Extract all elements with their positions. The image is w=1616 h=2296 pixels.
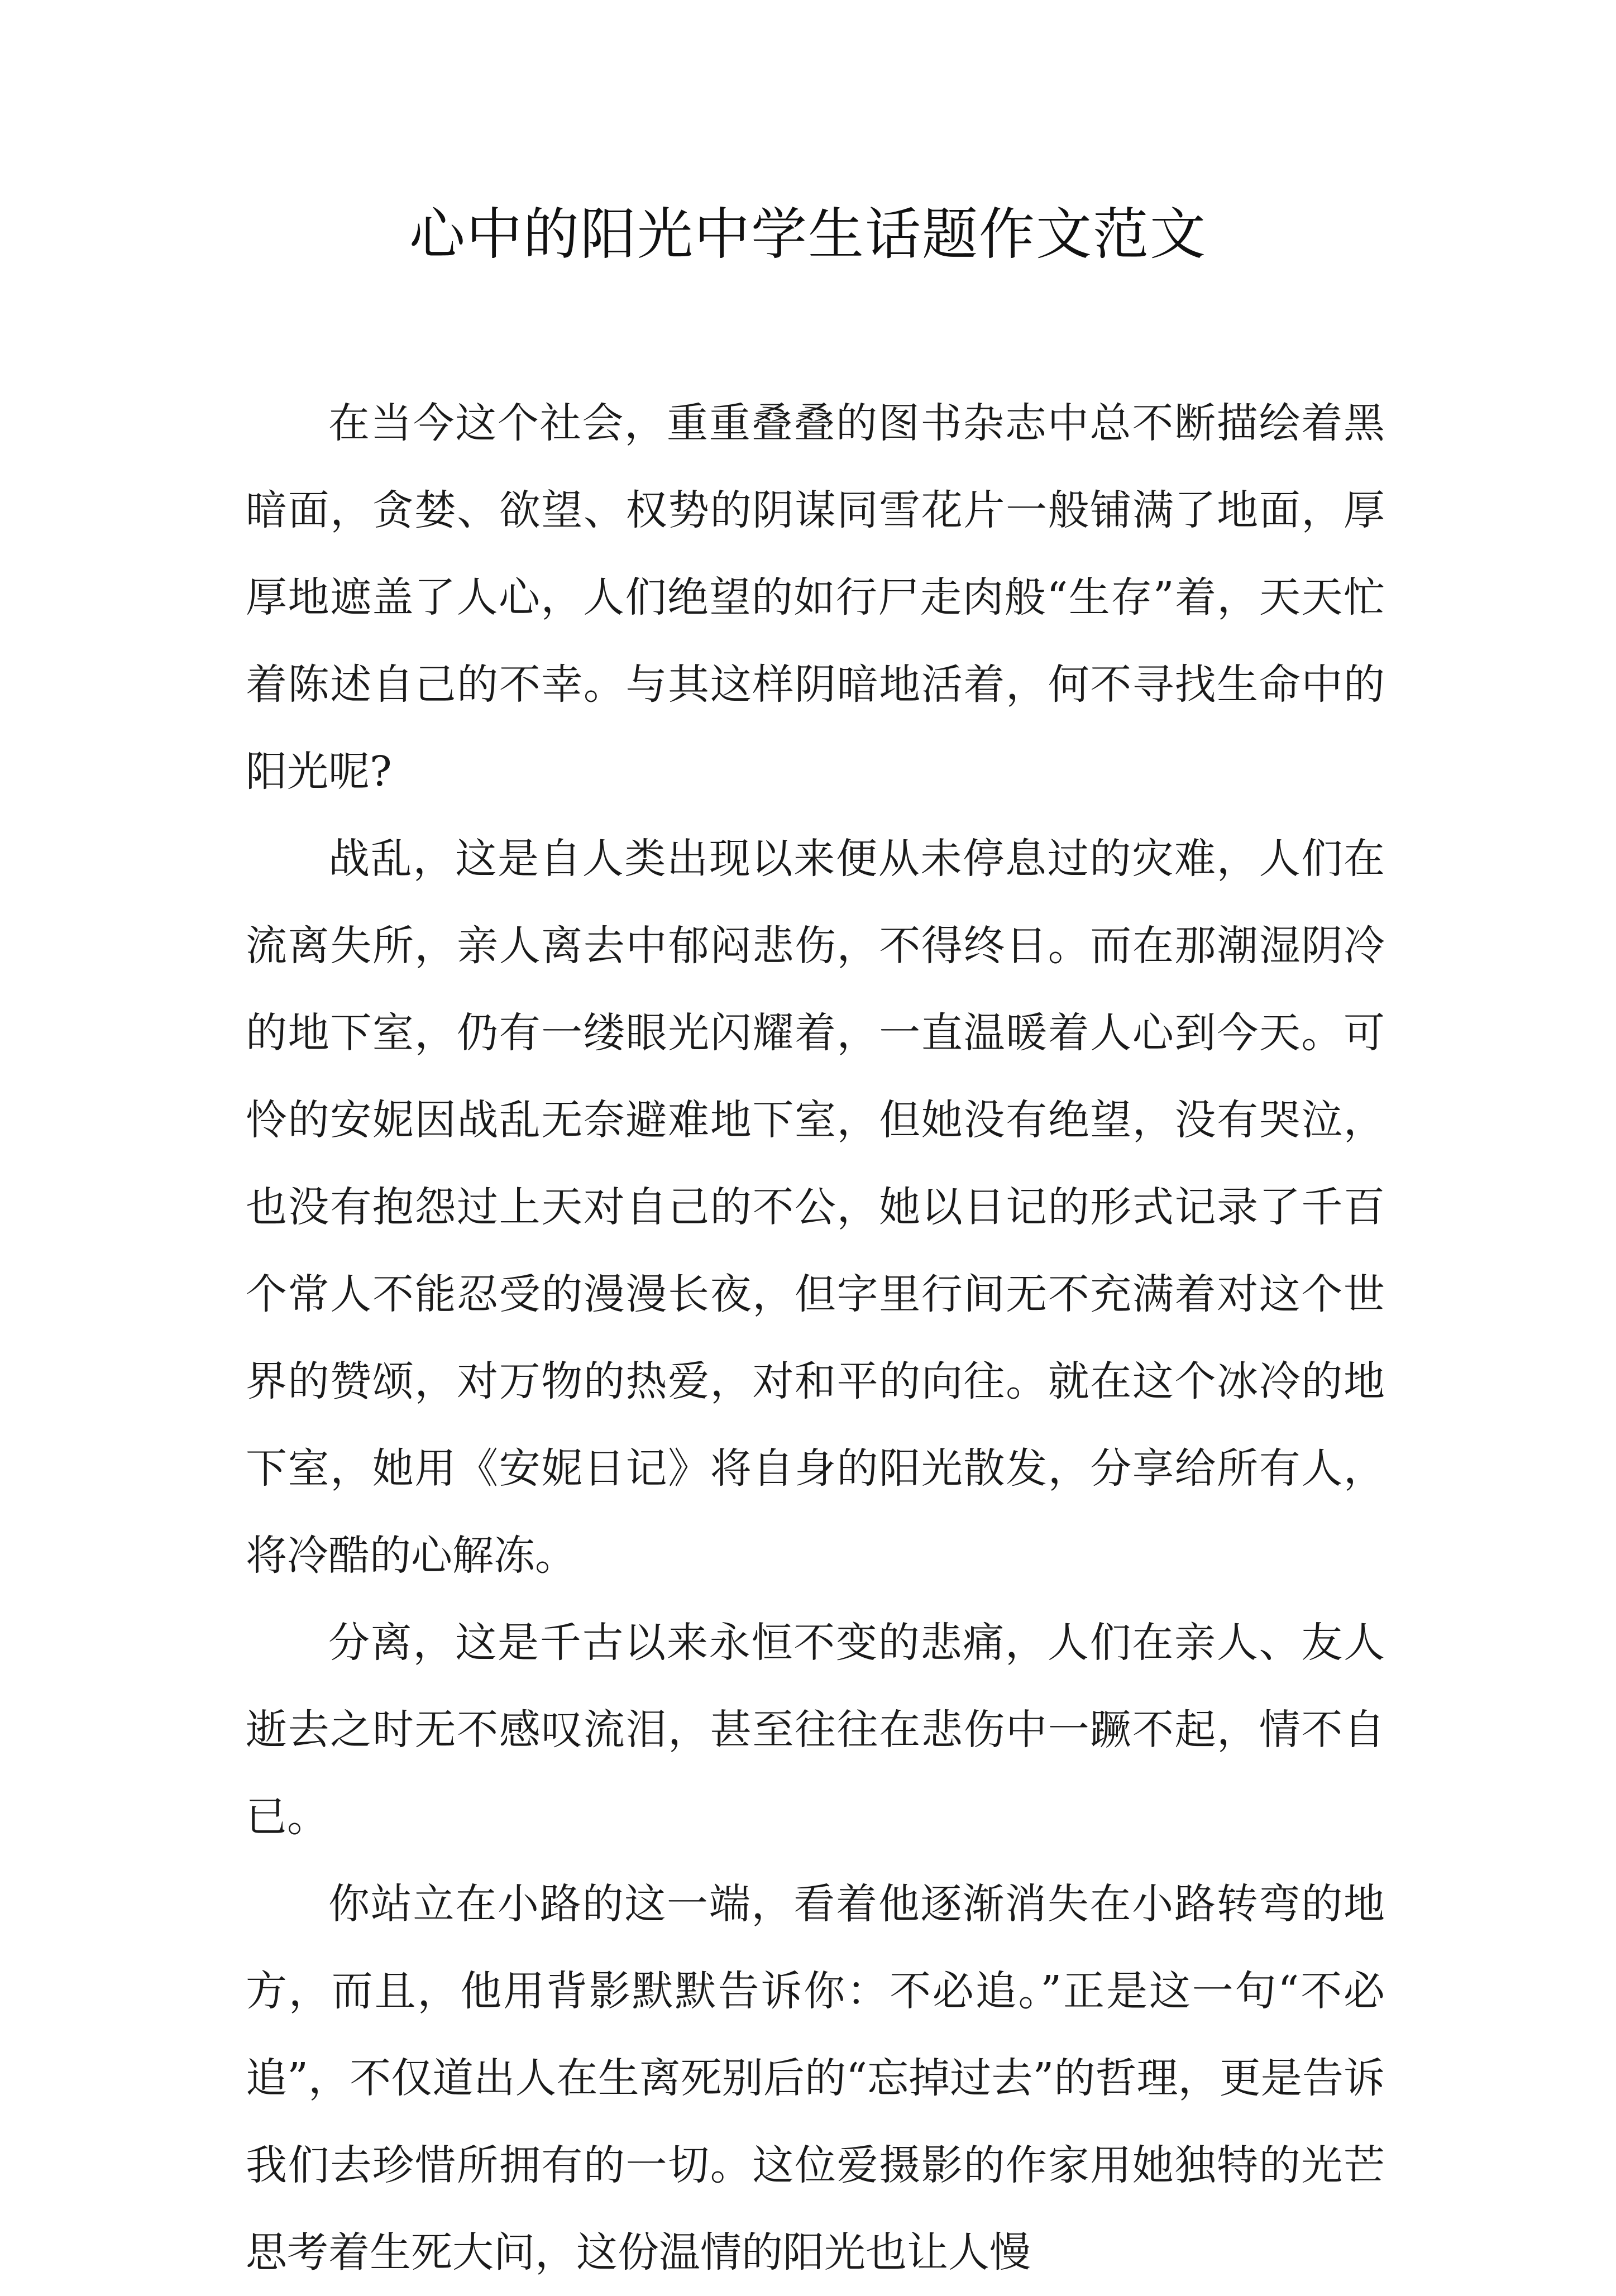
paragraph-3: 分离，这是千古以来永恒不变的悲痛，人们在亲人、友人逝去之时无不感叹流泪，甚至往往在悲伤中一蹶不起，情不自已。: [246, 1619, 1385, 1841]
paragraph-4: 你站立在小路的这一端，看着他逐渐消失在小路转弯的地方，而且，他用背影默默告诉你：不必追。”正是这一句“不必追”，不仅道出人在生离死别后的“忘掉过去”的哲理，更是告诉我们去珍惜所拥有的一切。这位爱摄影的作家用她独特的光芒思考着生死大问，这份温情的阳光也让人慢: [246, 1880, 1385, 2276]
document-title: 心中的阳光中学生话题作文范文: [409, 202, 1207, 267]
paragraph-1: 在当今这个社会，重重叠叠的图书杂志中总不断描绘着黑暗面，贪婪、欲望、权势的阴谋同雪花片一般铺满了地面，厚厚地遮盖了人心，人们绝望的如行尸走肉般“生存”着，天天忙着陈述自己的不幸。与其这样阴暗地活着，何不寻找生命中的阳光呢?: [246, 399, 1385, 796]
document-body: [246, 380, 1385, 2296]
paragraph-2: 战乱，这是自人类出现以来便从未停息过的灾难，人们在流离失所，亲人离去中郁闷悲伤，不得终日。而在那潮湿阴冷的地下室，仍有一缕眼光闪耀着，一直温暖着人心到今天。可怜的安妮因战乱无奈避难地下室，但她没有绝望，没有哭泣，也没有抱怨过上天对自己的不公，她以日记的形式记录了千百个常人不能忍受的漫漫长夜，但字里行间无不充满着对这个世界的赞颂，对万物的热爱，对和平的向往。就在这个冰冷的地下室，她用《安妮日记》将自身的阳光散发，分享给所有人，将冷酷的心解冻。: [246, 835, 1385, 1580]
